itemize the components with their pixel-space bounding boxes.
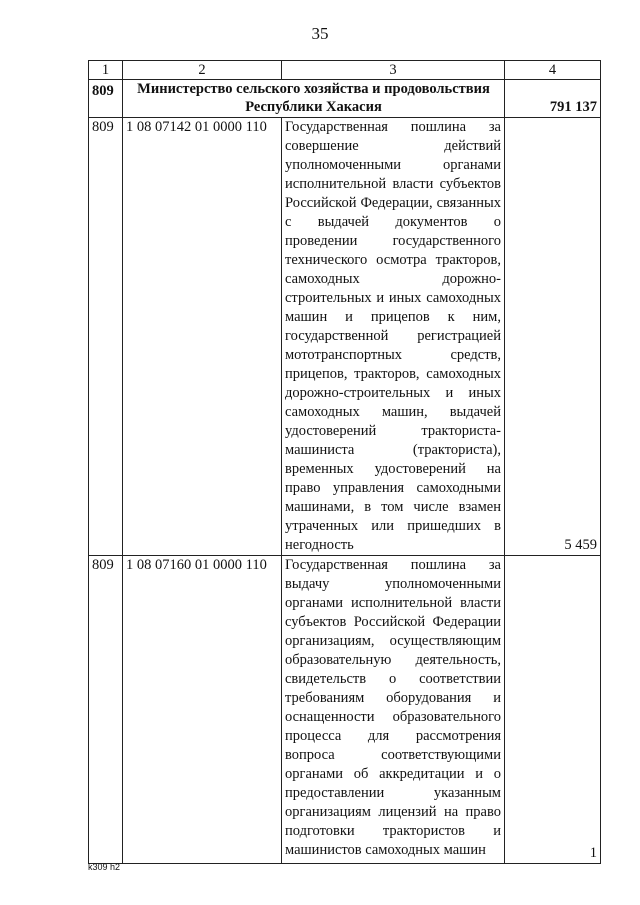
amount: 5 459 <box>505 118 601 556</box>
document-footer-code: k309 h2 <box>88 862 121 872</box>
column-header: 3 <box>282 61 505 80</box>
page-number: 35 <box>311 24 329 43</box>
admin-code: 809 <box>89 118 123 556</box>
column-header: 4 <box>505 61 601 80</box>
column-header: 1 <box>89 61 123 80</box>
table-row <box>89 556 601 864</box>
amount: 1 <box>505 556 601 864</box>
column-header-row <box>89 61 601 80</box>
ministry-row <box>89 80 601 118</box>
budget-table <box>88 60 601 864</box>
kbk-code: 1 08 07142 01 0000 110 <box>123 118 282 556</box>
admin-code: 809 <box>89 556 123 864</box>
revenue-description: Государственная пошлина за совершение действий уполномоченными органами исполнительной власти субъектов Российской Федерации, связанных с выдачей документов о проведении государственного технического осмотра тракторов, самоходных дорожно-строительных и иных самоходных машин и прицепов к ним, государственной регистрацией мототранспортных средств, прицепов, тракторов, самоходных дорожно-строительных и иных самоходных машин, выдачей удостоверений тракториста-машиниста (тракториста), временных удостоверений на право управления самоходными машинами, в том числе взамен утраченных или пришедших в негодность <box>282 118 505 556</box>
column-header: 2 <box>123 61 282 80</box>
revenue-description: Государственная пошлина за выдачу уполномоченными органами исполнительной власти субъектов Российской Федерации организациям, осуществляющим образовательную деятельность, свидетельств о соответствии требованиям оборудования и оснащенности образовательного процесса для рассмотрения вопроса соответствующими органами об аккредитации и о предоставлении указанным организациям лицензий на право подготовки трактористов и машинистов самоходных машин <box>282 556 505 864</box>
table-row <box>89 118 601 556</box>
ministry-name: Министерство сельского хозяйства и продовольствия Республики Хакасия <box>123 80 505 118</box>
ministry-total: 791 137 <box>505 80 601 118</box>
kbk-code: 1 08 07160 01 0000 110 <box>123 556 282 864</box>
ministry-code: 809 <box>89 80 123 118</box>
